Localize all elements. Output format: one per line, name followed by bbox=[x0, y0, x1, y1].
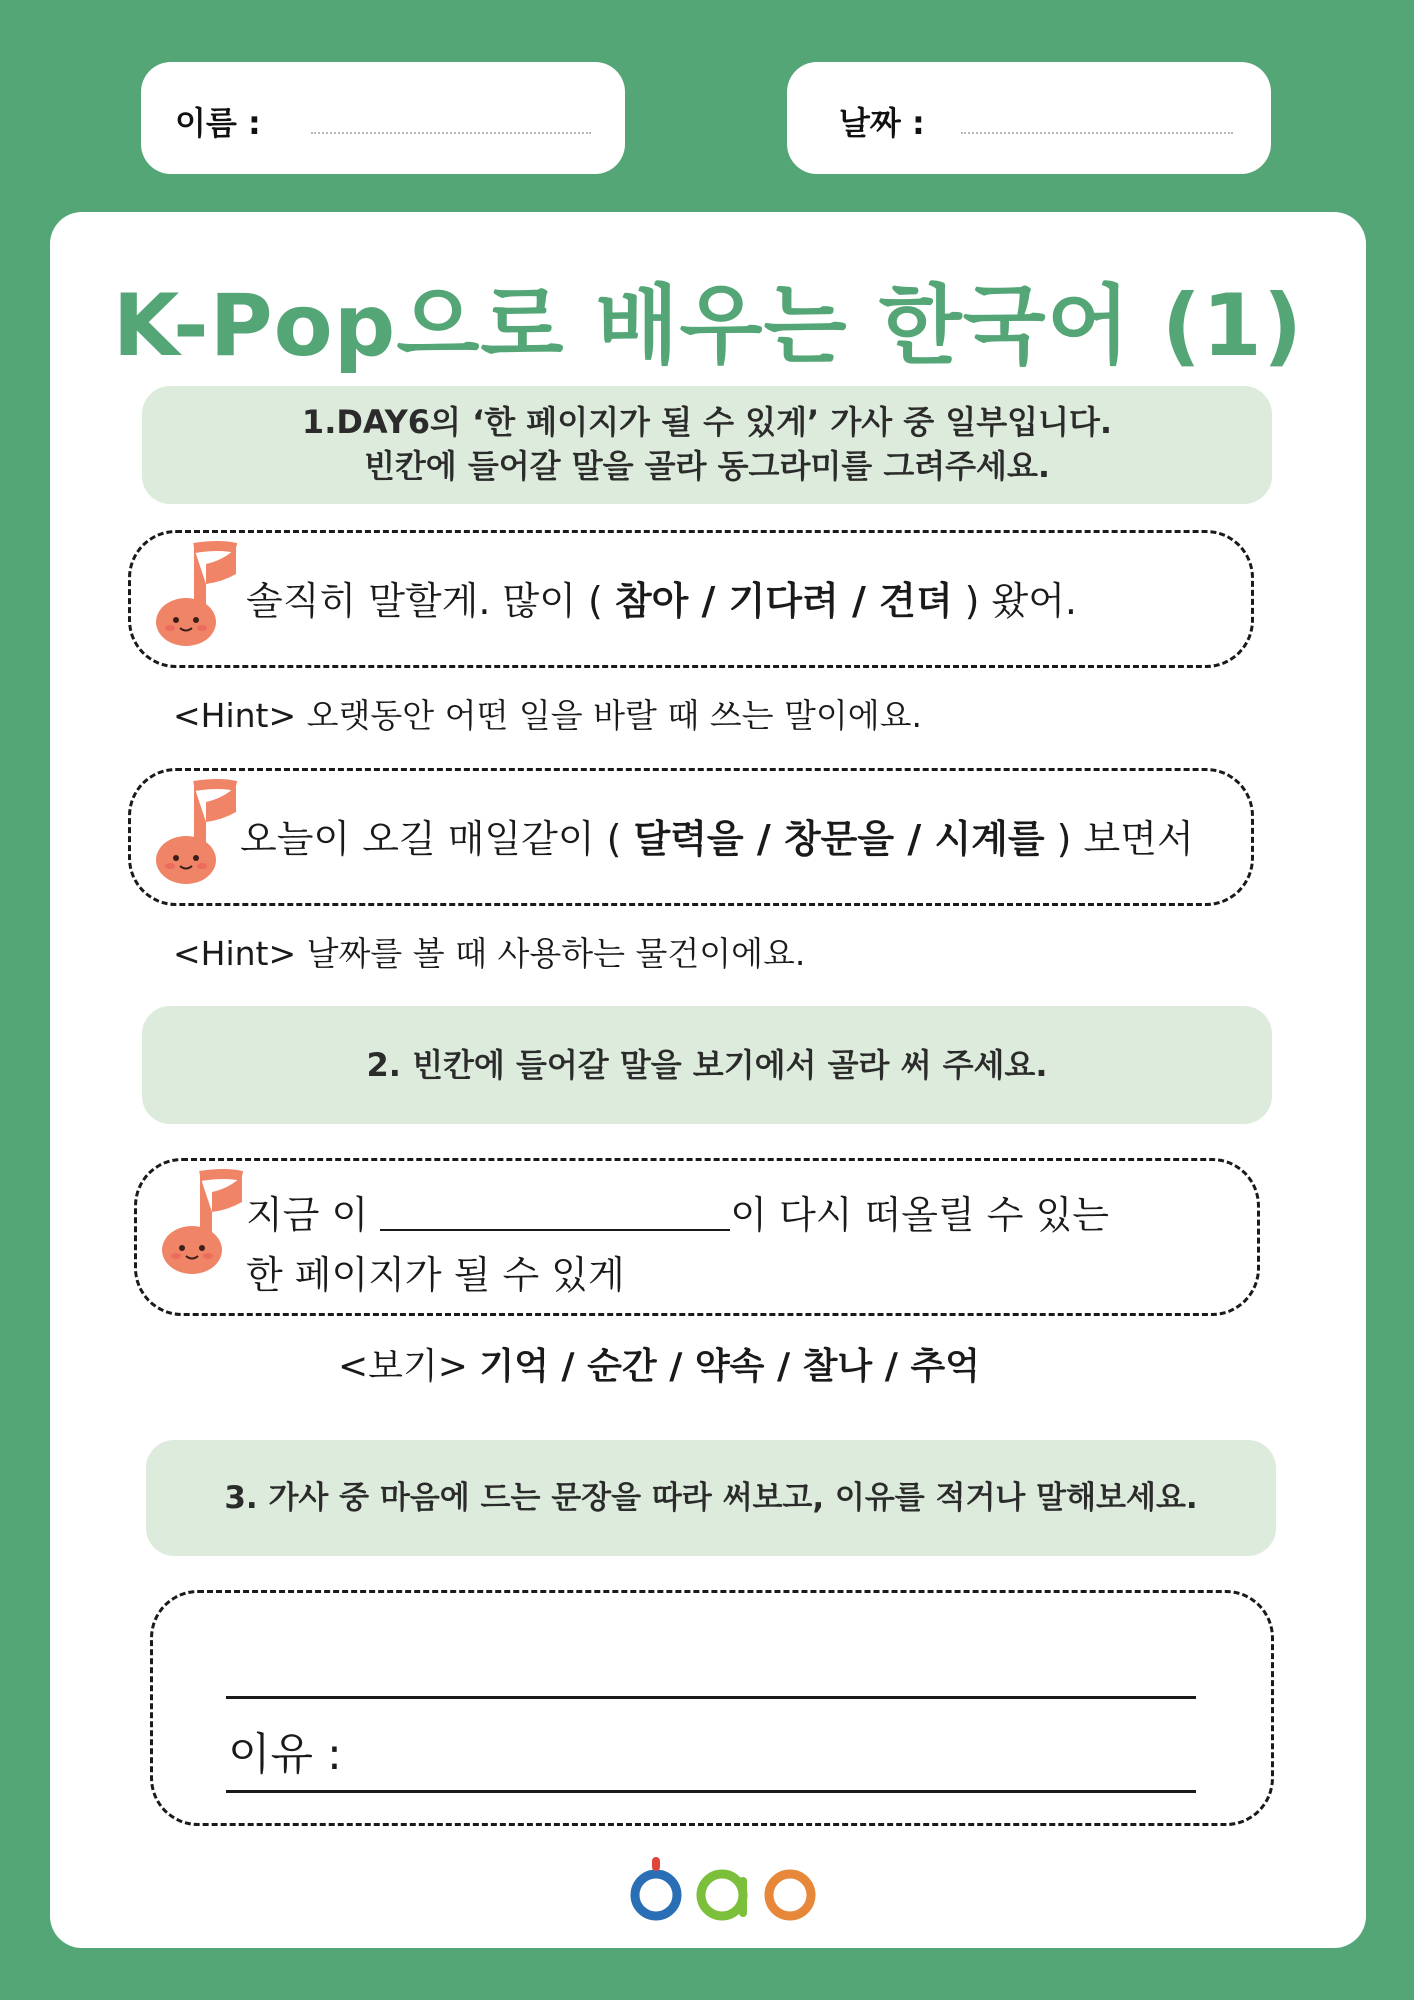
copy-line[interactable] bbox=[226, 1696, 1196, 1699]
lyric-2-choices[interactable]: 달력을 / 창문을 / 시계를 bbox=[633, 817, 1045, 861]
reason-line[interactable] bbox=[226, 1790, 1196, 1793]
lyric-1-after: ) 왔어. bbox=[952, 579, 1078, 623]
lyric-1-choices[interactable]: 참아 / 기다려 / 견뎌 bbox=[614, 579, 953, 623]
name-label: 이름 : bbox=[175, 104, 261, 142]
date-label: 날짜 : bbox=[839, 104, 925, 142]
lyric-3-blank[interactable] bbox=[380, 1191, 730, 1231]
worksheet-title: K-Pop으로 배우는 한국어 (1) bbox=[112, 276, 1304, 376]
lyric-1-hint: <Hint> 오랫동안 어떤 일을 바랄 때 쓰는 말이에요. bbox=[173, 696, 922, 735]
lyric-2-hint: <Hint> 날짜를 볼 때 사용하는 물건이에요. bbox=[173, 934, 806, 973]
reason-label: 이유 : bbox=[228, 1729, 342, 1780]
section3-instruction bbox=[146, 1440, 1276, 1556]
lyric-3-before: 지금 이 bbox=[246, 1193, 381, 1237]
section1-instruction-line1: 1.DAY6의 ‘한 페이지가 될 수 있게’ 가사 중 일부입니다. bbox=[301, 403, 1113, 441]
lyric-3-after: 이 다시 떠올릴 수 있는 bbox=[730, 1193, 1109, 1237]
name-blank-line bbox=[311, 132, 591, 134]
date-blank-line bbox=[961, 132, 1233, 134]
lyric-2-before: 오늘이 오길 매일같이 ( bbox=[240, 817, 634, 861]
lyric-2-text bbox=[240, 808, 1194, 863]
lyric-3-line2: 한 페이지가 될 수 있게 bbox=[246, 1253, 625, 1297]
options-list: 기억 / 순간 / 약속 / 찰나 / 추억 bbox=[479, 1346, 980, 1387]
lyric-1-before: 솔직히 말할게. 많이 ( bbox=[246, 579, 615, 623]
date-field[interactable] bbox=[787, 62, 1271, 174]
word-options bbox=[338, 1338, 980, 1389]
music-note-icon bbox=[150, 778, 246, 888]
section2-instruction bbox=[142, 1006, 1272, 1124]
dao-logo bbox=[630, 1855, 820, 1925]
lyric-3-line1 bbox=[246, 1184, 1109, 1239]
section1-instruction-line2: 빈칸에 들어갈 말을 골라 동그라미를 그려주세요. bbox=[363, 447, 1051, 485]
section1-instruction bbox=[142, 386, 1272, 504]
lyric-1-text bbox=[246, 570, 1077, 625]
name-field[interactable] bbox=[141, 62, 625, 174]
music-note-icon bbox=[156, 1168, 252, 1278]
music-note-icon bbox=[150, 540, 246, 650]
options-label: <보기> bbox=[338, 1346, 468, 1387]
section3-instruction-text: 3. 가사 중 마음에 드는 문장을 따라 써보고, 이유를 적거나 말해보세요. bbox=[224, 1480, 1198, 1516]
section2-instruction-text: 2. 빈칸에 들어갈 말을 보기에서 골라 써 주세요. bbox=[366, 1046, 1048, 1084]
lyric-2-after: ) 보면서 bbox=[1044, 817, 1194, 861]
